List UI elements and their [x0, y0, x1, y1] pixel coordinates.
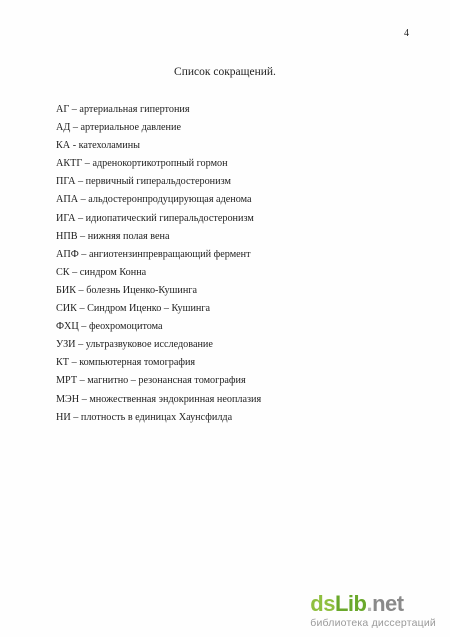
abbreviation-item: ФХЦ – феохромоцитома	[56, 321, 163, 333]
watermark	[310, 593, 436, 629]
abbreviation-item: КТ – компьютерная томография	[56, 357, 196, 369]
watermark-tagline: библиотека диссертаций	[310, 617, 436, 629]
abbreviation-item: НИ – плотность в единицах Хаунсфилда	[56, 411, 233, 423]
abbreviation-item: АГ – артериальная гипертония	[56, 104, 190, 115]
abbreviation-list	[56, 101, 261, 427]
page-number: 4	[404, 28, 409, 39]
logo-dot: .	[366, 591, 373, 616]
logo-net: net	[372, 591, 404, 616]
abbreviation-item: БИК – болезнь Иценко-Кушинга	[56, 284, 198, 296]
page-title: Список сокращений.	[174, 66, 276, 78]
abbreviation-item: АКТГ – адренокортикотропный гормон	[56, 158, 228, 170]
watermark-logo	[310, 593, 436, 615]
abbreviation-item: НПВ – нижняя полая вена	[56, 230, 170, 242]
abbreviation-item: ИГА – идиопатический гиперальдостеронизм	[56, 212, 254, 224]
abbreviation-item: КА - катехоламины	[56, 140, 140, 152]
abbreviation-item: СИК – Синдром Иценко – Кушинга	[56, 303, 211, 315]
abbreviation-item: ПГА – первичный гиперальдостеронизм	[56, 176, 231, 188]
logo-ds: ds	[310, 591, 335, 616]
logo-lib: Lib	[334, 591, 367, 616]
abbreviation-item: АПФ – ангиотензинпревращающий фермент	[56, 248, 251, 260]
abbreviation-item: СК – синдром Конна	[56, 266, 147, 278]
abbreviation-item: МРТ – магнитно – резонансная томография	[56, 375, 246, 387]
abbreviation-item: МЭН – множественная эндокринная неоплазия	[56, 393, 262, 405]
abbreviation-item: АПА – альдостеронпродуцирующая аденома	[56, 194, 252, 206]
abbreviation-item: УЗИ – ультразвуковое исследование	[56, 339, 213, 351]
abbreviation-item: АД – артериальное давление	[56, 122, 181, 134]
